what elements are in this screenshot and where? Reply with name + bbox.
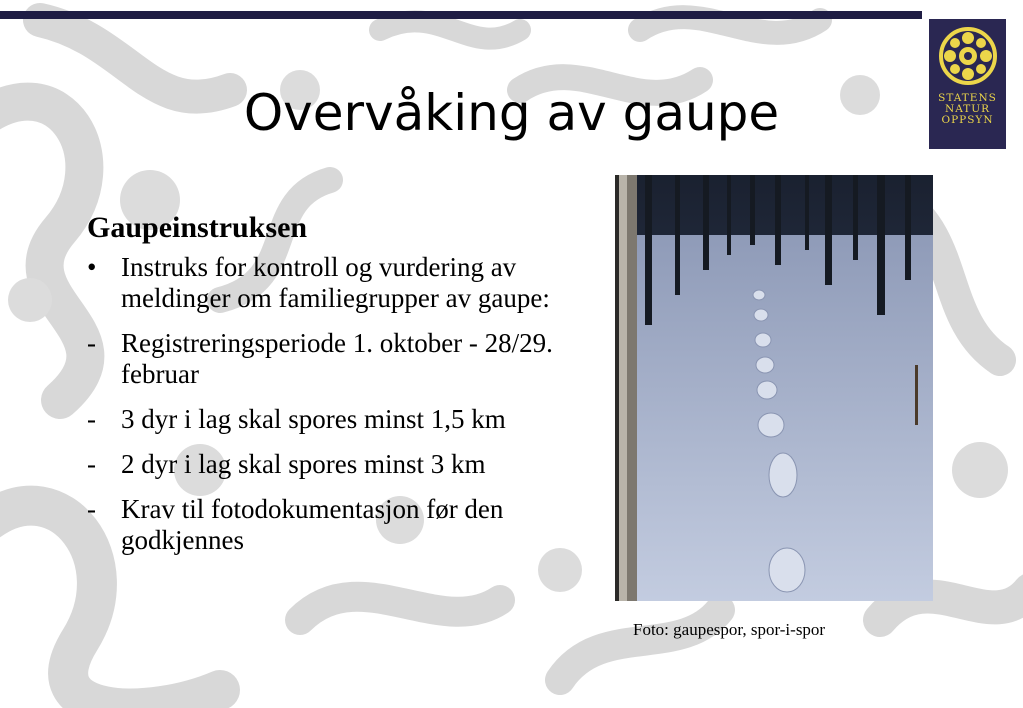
list-item-text: 2 dyr i lag skal spores minst 3 km bbox=[121, 449, 486, 479]
slide-title: Overvåking av gaupe bbox=[243, 84, 780, 142]
logo-line-3: OPPSYN bbox=[941, 114, 994, 126]
list-item-text: Registreringsperiode 1. oktober - 28/29. februar bbox=[121, 328, 553, 389]
top-bar bbox=[0, 11, 922, 19]
dash-marker: - bbox=[87, 404, 96, 434]
list-item bbox=[87, 252, 587, 314]
list-item bbox=[87, 404, 587, 435]
list-item bbox=[87, 449, 587, 480]
dash-marker: - bbox=[87, 494, 96, 524]
list-item-text: 3 dyr i lag skal spores minst 1,5 km bbox=[121, 404, 506, 434]
photo-caption: Foto: gaupespor, spor-i-spor bbox=[633, 620, 826, 639]
dash-marker: - bbox=[87, 449, 96, 479]
list-item bbox=[87, 494, 587, 556]
bullet-list bbox=[87, 252, 587, 556]
logo-line-2: NATUR bbox=[945, 103, 990, 115]
list-item bbox=[87, 328, 587, 390]
slide-body bbox=[87, 208, 587, 570]
dash-marker: - bbox=[87, 328, 96, 358]
photo-lynx-tracks bbox=[615, 175, 933, 601]
section-heading: Gaupeinstruksen bbox=[87, 211, 308, 244]
bullet-marker: • bbox=[87, 252, 97, 282]
emblem-icon bbox=[937, 25, 999, 87]
list-item-text: Instruks for kontroll og vurdering av meldinger om familiegrupper av gaupe: bbox=[121, 252, 550, 313]
logo-line-1: STATENS bbox=[938, 92, 997, 104]
list-item-text: Krav til fotodokumentasjon før den godkjennes bbox=[121, 494, 504, 555]
